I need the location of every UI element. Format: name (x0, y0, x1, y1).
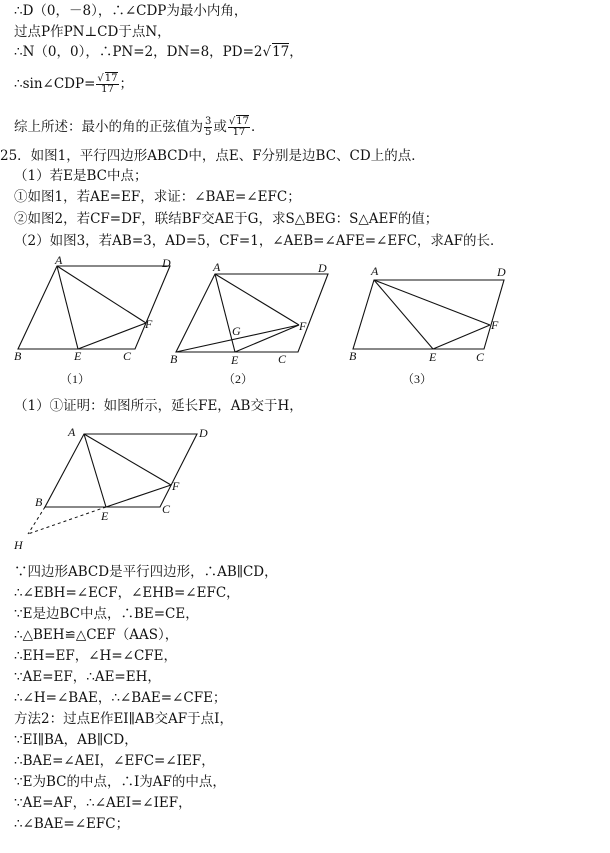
fig2-label-A: A (213, 260, 221, 274)
fig3-caption: （3） (402, 372, 433, 386)
method2-line-6: ∴∠BAE=∠EFC； (14, 816, 130, 832)
proof-line-2: ∴∠EBH=∠ECF，∠EHB=∠EFC， (14, 585, 240, 601)
fig1-label-E: E (74, 349, 82, 363)
fig3-label-F: F (491, 318, 499, 332)
part-1-q2: ②如图2，若CF=DF，联结BF交AE于G，求S△BEG：S△AEF的值； (14, 211, 439, 227)
proof-EH-dashed (28, 507, 106, 534)
part-1-condition: （1）若E是BC中点； (14, 168, 148, 184)
line-3-text: ∴N（0，0），∴PN=2，DN=8，PD=2 (14, 44, 263, 60)
figure-1 (10, 255, 185, 390)
fig1-label-F: F (145, 317, 153, 331)
fig2-label-B: B (170, 352, 178, 366)
method2-line-3: ∴BAE=∠AEI，∠EFC=∠IEF， (14, 753, 215, 769)
line-4 (14, 74, 133, 95)
line-4-text: ∴sin∠CDP= (14, 76, 96, 92)
sqrt-17: 17 (272, 44, 290, 60)
proof-line-1: ∵四边形ABCD是平行四边形，∴AB∥CD， (14, 564, 278, 580)
proof-label-F: F (172, 479, 180, 493)
or-word: 或 (213, 119, 227, 135)
fig2-label-C: C (278, 352, 287, 366)
fraction-3-over-5 (204, 117, 212, 138)
fig1-parallelogram (18, 266, 170, 349)
fig3-label-B: B (349, 349, 357, 363)
fig1-label-B: B (14, 349, 22, 363)
fig2-AE (215, 274, 235, 352)
fig1-caption: （1） (60, 372, 91, 386)
part-1-q1: ①如图1，若AE=EF，求证：∠BAE=∠EFC； (14, 189, 301, 205)
frac-num-b: 17 (236, 116, 249, 127)
line-1: ∴D（0，－8），∴∠CDP为最小内角， (14, 3, 248, 19)
proof-line-3: ∵E是边BC中点，∴BE=CE， (14, 606, 199, 622)
frac-den-5: 5 (205, 127, 212, 138)
fig1-AE (57, 266, 78, 349)
fraction-sqrt17-over-17 (96, 74, 118, 95)
frac-num-3: 3 (205, 116, 212, 127)
fig2-EF (235, 325, 299, 352)
fig1-EF (78, 323, 146, 349)
fig2-AF (215, 274, 299, 325)
proof-label-D: D (199, 426, 208, 440)
comma: ， (289, 44, 303, 60)
solution-intro: （1）①证明：如图所示，延长FE，AB交于H， (14, 398, 303, 414)
proof-label-B: B (35, 495, 43, 509)
fig1-label-C: C (123, 349, 132, 363)
figure-2 (168, 255, 343, 390)
fig3-label-C: C (476, 350, 485, 364)
fig2-label-G: G (232, 324, 241, 338)
fig3-label-E: E (429, 350, 437, 364)
proof-label-C: C (162, 502, 171, 516)
fig2-parallelogram (176, 274, 328, 352)
method2-line-5: ∵AE=AF，∴∠AEI=∠IEF， (14, 795, 192, 811)
problem-25-title: 25．如图1，平行四边形ABCD中，点E、F分别是边BC、CD上的点． (0, 148, 425, 164)
fig1-label-D: D (162, 256, 171, 270)
sqrt-sign-small-b: √ (228, 116, 236, 127)
line-5-text: 综上所述：最小的角的正弦值为 (14, 119, 203, 135)
method2-line-4: ∵E为BC的中点，∴I为AF的中点， (14, 774, 226, 790)
proof-line-4: ∴△BEH≌△CEF（AAS）， (14, 627, 179, 643)
line-2: 过点P作PN⊥CD于点N， (14, 24, 171, 40)
fig3-parallelogram (353, 280, 504, 349)
fig3-AE (374, 280, 433, 349)
fig1-AF (57, 266, 146, 323)
proof-label-E: E (101, 509, 109, 523)
fig3-label-D: D (497, 265, 506, 279)
line-5 (14, 117, 264, 138)
frac-den: 17 (101, 84, 114, 95)
proof-BH-dashed (28, 507, 45, 534)
figure-proof (10, 420, 220, 555)
fig3-EF (433, 325, 490, 349)
method2-line-2: ∵EI∥BA，AB∥CD， (14, 732, 138, 748)
sqrt-sign-small: √ (97, 73, 104, 84)
fig2-label-F: F (299, 319, 307, 333)
proof-line-5: ∴EH=EF，∠H=∠CFE， (14, 648, 178, 664)
proof-line-7: ∴∠H=∠BAE，∴∠BAE=∠CFE； (14, 690, 227, 706)
proof-label-H: H (14, 538, 23, 552)
method2-line-1: 方法2：过点E作EI∥AB交AF于点I， (14, 711, 233, 727)
semicolon: ； (119, 76, 133, 92)
sqrt-sign: √ (262, 44, 272, 60)
fig2-caption: （2） (223, 372, 254, 386)
proof-label-A: A (68, 425, 76, 439)
line-3 (14, 43, 303, 61)
figure-3 (345, 255, 520, 390)
fig1-label-A: A (55, 255, 63, 267)
frac-num: 17 (104, 73, 118, 84)
part-2: （2）如图3，若AB=3，AD=5，CF=1，∠AEB=∠AFE=∠EFC，求AF的长． (14, 233, 504, 249)
fraction-sqrt17-over-17-b (228, 117, 250, 138)
frac-den-b: 17 (232, 127, 246, 138)
proof-parallelogram (45, 434, 197, 507)
fig2-label-E: E (231, 353, 239, 367)
fig3-AF (374, 280, 490, 325)
fig2-label-D: D (318, 261, 327, 275)
proof-line-6: ∵AE=EF，∴AE=EH， (14, 669, 161, 685)
period: ． (250, 119, 265, 135)
fig3-label-A: A (371, 264, 379, 278)
